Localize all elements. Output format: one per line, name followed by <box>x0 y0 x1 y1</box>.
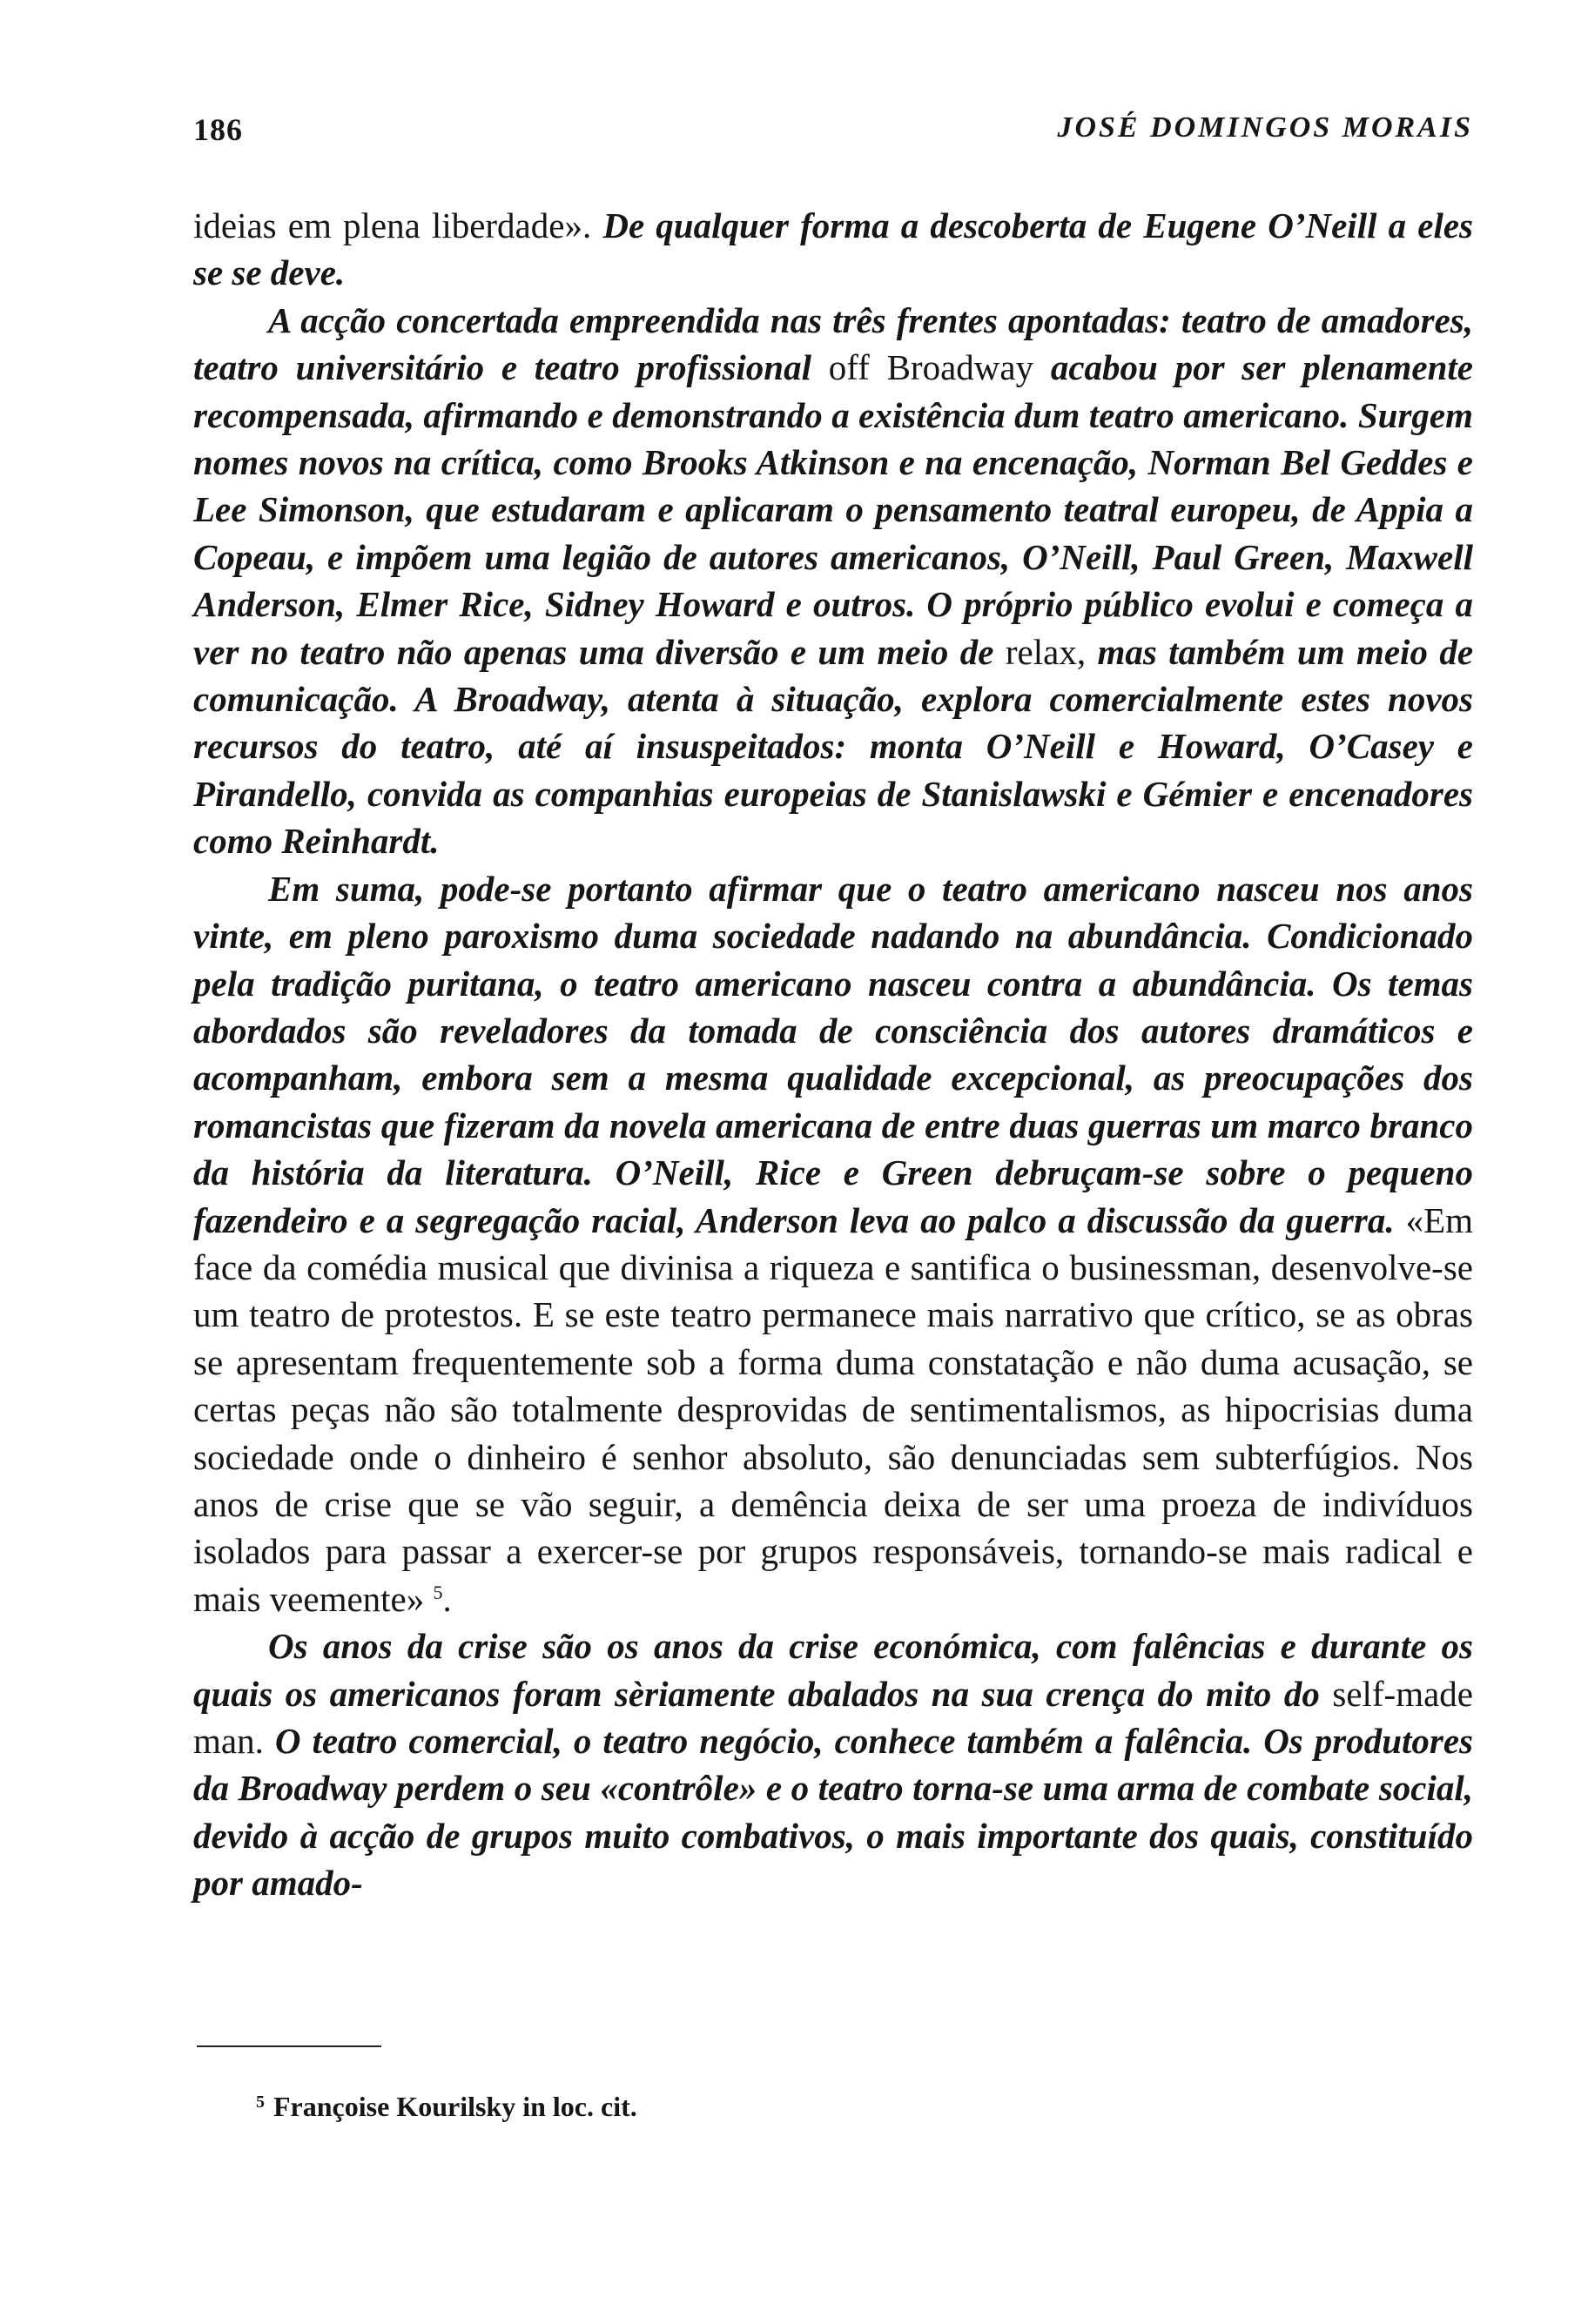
paragraph-3-italic: Em suma, pode-se portanto afirmar que o teatro americano nasceu nos anos vinte, em pleno paroxismo duma sociedade nadando na abundância. Condicionado pela tradição puritana, o teatro americano nasceu contra a abundância. Os temas abordados são reveladores da tomada de consciência dos autores dramáticos e acompanham, embora sem a mesma qualidade excepcional, as preocupações dos romancistas que fizeram da novela americana de entre duas guerras um marco branco da história da literatura. O’Neill, Rice e Green debruçam-se sobre o pequeno fazendeiro e a segregação racial, Anderson leva ao palco a discussão da guerra. <box>193 868 1473 1240</box>
footnote-rule <box>197 2045 381 2047</box>
paragraph-2-part-3: acabou por ser plenamente recompensada, afirmando e demonstrando a existência dum teatro americano. Surgem nomes novos na crítica, como Brooks Atkinson e na encenação, Norman Bel Geddes e Lee Simonson, que estudaram e aplicaram o pensamento teatral europeu, de Appia a Copeau, e impõem uma legião de autores americanos, O’Neill, Paul Green, Maxwell Anderson, Elmer Rice, Sidney Howard e outros. O próprio público evolui e começa a ver no teatro não apenas uma diversão e um meio de <box>193 347 1474 672</box>
paragraph-1-italic: De qualquer forma a descoberta de Eugene O’Neill a eles se se deve. <box>193 205 1473 293</box>
paragraph-1 <box>193 202 1473 297</box>
paragraph-4-part-3: O teatro comercial, o teatro negócio, conhece também a falência. Os produtores da Broadway perdem o seu «contrôle» e o teatro torna-se uma arma de combate social, devido à acção de grupos muito combativos, o mais importante dos quais, constituído por amado- <box>193 1721 1474 1904</box>
paragraph-4 <box>193 1622 1473 1906</box>
paragraph-2-off-broadway: off Broadway <box>828 347 1034 388</box>
paragraph-3-end: . <box>442 1578 452 1619</box>
body-text <box>193 202 1473 1907</box>
paragraph-2-relax: relax, <box>1005 631 1087 672</box>
running-head: JOSÉ DOMINGOS MORAIS <box>1057 111 1473 144</box>
paragraph-4-part-1: Os anos da crise são os anos da crise económica, com falências e durante os quais os americanos foram sèriamente abalados na sua crença do mito do <box>193 1626 1473 1714</box>
footnote-mark: 5 <box>256 2092 265 2112</box>
footnote <box>256 2091 637 2123</box>
page-number: 186 <box>193 112 243 147</box>
book-page <box>193 0 1473 2324</box>
paragraph-1-upright: ideias em plena liberdade». <box>193 205 592 245</box>
footnote-reference: 5 <box>433 1581 443 1603</box>
paragraph-3-quotation: «Em face da comédia musical que divinisa a riqueza e santifica o businessman, desenvolve-se um teatro de protestos. E se este teatro permanece mais narrativo que crítico, se as obras se apresentam frequentemente sob a forma duma constatação e não duma acusação, se certas peças não são totalmente desprovidas de sentimentalismos, as hipocrisias duma sociedade onde o dinheiro é senhor absoluto, são denunciadas sem subterfúgios. Nos anos de crise que se vão seguir, a demência deixa de ser uma proeza de indivíduos isolados para passar a exercer-se por grupos responsáveis, tornando-se mais radical e mais veemente» <box>193 1199 1474 1619</box>
paragraph-2-part-1: A acção concertada empreendida nas três frentes apontadas: teatro de amadores, teatro universitário e teatro profissional <box>193 299 1473 388</box>
paragraph-2 <box>193 297 1473 865</box>
paragraph-4-self-made-man: self-made man. <box>193 1673 1473 1761</box>
footnote-text: Françoise Kourilsky in loc. cit. <box>273 2091 637 2122</box>
paragraph-2-part-5: mas também um meio de comunicação. A Broadway, atenta à situação, explora comercialmente estes novos recursos do teatro, até aí insuspeitados: monta O’Neill e Howard, O’Casey e Pirandello, convida as companhias europeias de Stanislawski e Gémier e encenadores como Reinhardt. <box>193 631 1474 862</box>
page-header <box>193 111 1473 155</box>
paragraph-3 <box>193 865 1473 1623</box>
